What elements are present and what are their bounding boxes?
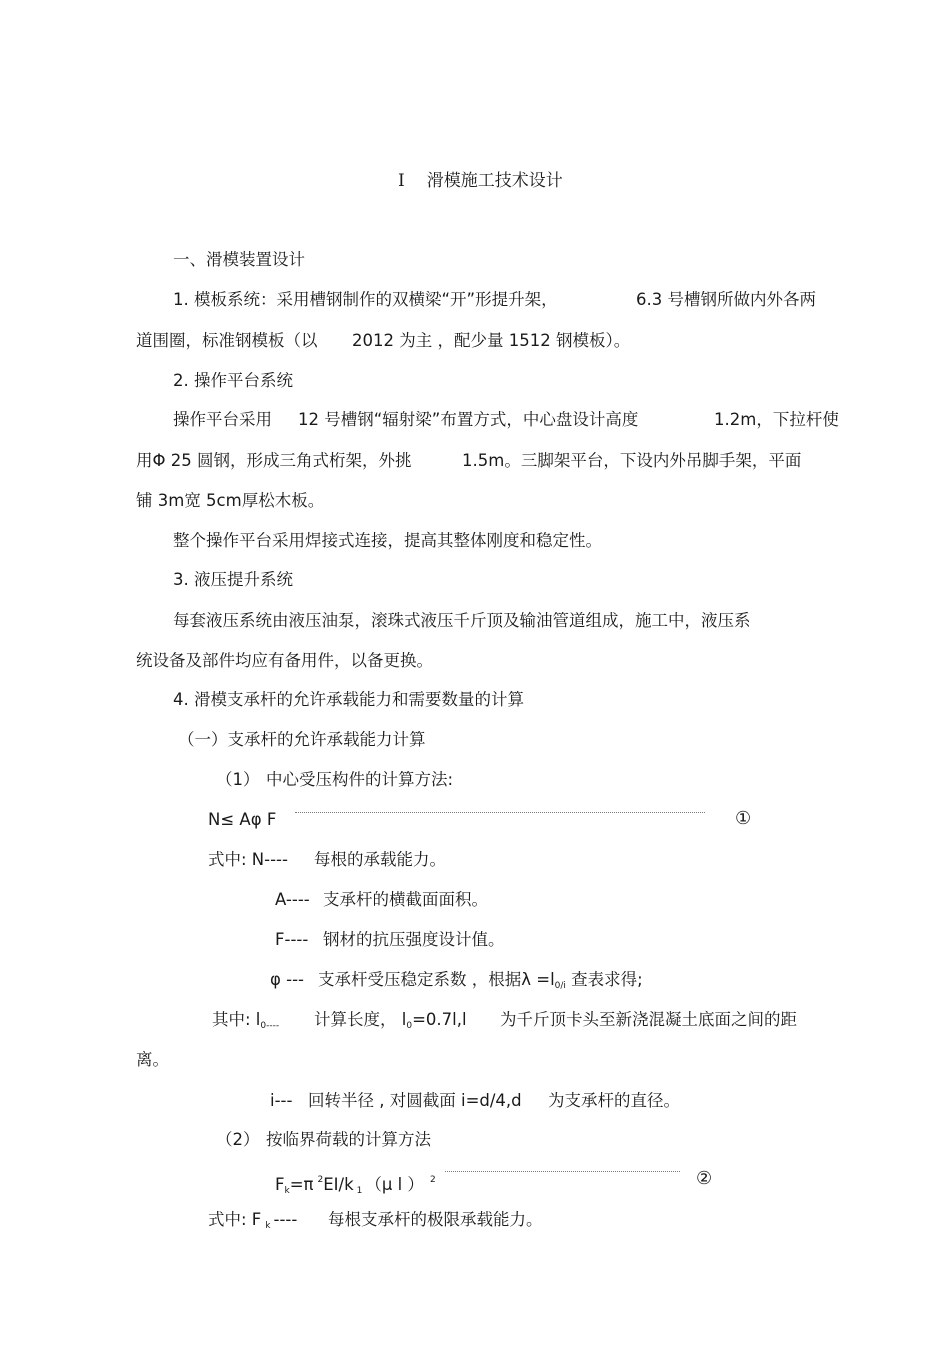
method-2-label: （2） [216,1130,260,1149]
where-5-label [212,1009,279,1037]
where-5-desc [314,1009,467,1037]
formula-2-sub-2: 1 [356,1186,363,1196]
formula-2-ei: EI/k [323,1175,354,1194]
where-5-tail: 为千斤顶卡头至新浇混凝土底面之间的距 [500,1010,797,1029]
where-1-symbol: 式中: N---- [208,850,288,869]
where-5-text: 计算长度， l [314,1010,407,1029]
formula-2-sup-2: 2 [429,1175,436,1185]
subheading-1: （一）支承杆的允许承载能力计算 [178,730,426,749]
where-4-subscript: 0/i [554,981,566,991]
paragraph-4b: 1.5m。三脚架平台，下设内外吊脚手架，平面 [462,451,802,470]
where-4-symbol: φ --- [270,970,304,989]
where-3-desc: 钢材的抗压强度设计值。 [323,930,505,949]
where-7-subscript: k [265,1221,271,1231]
where-6-tail: 为支承杆的直径。 [548,1091,680,1110]
where-6-symbol: i--- [270,1091,293,1110]
where-3-symbol: F---- [275,930,309,949]
formula-1: N≤ Aφ F [208,810,277,829]
where-7-symbol [208,1209,297,1237]
formula-1-leader [295,812,705,813]
formula-2-f: F [275,1175,285,1194]
method-2-text: 按临界荷载的计算方法 [266,1130,431,1149]
formula-2-sup: 2 [317,1175,324,1185]
formula-2-number: ② [696,1168,713,1189]
where-5-subscript: 0---- [260,1021,280,1031]
formula-2-leader [445,1171,680,1172]
formula-2-mu: （μ l ） [365,1175,424,1194]
paragraph-3c: 1.2m，下拉杆使 [714,410,839,429]
method-1-label: （1） [216,770,260,789]
where-2-symbol: A---- [275,890,310,909]
paragraph-2b: 2012 为主 ，配少量 1512 钢模板）。 [352,331,631,350]
where-5-symbol: 其中: l [212,1010,261,1029]
paragraph-8: 统设备及部件均应有备用件，以备更换。 [136,651,433,670]
paragraph-1b: 6.3 号槽钢所做内外各两 [636,290,816,309]
paragraph-3b: 12 号槽钢“辐射梁”布置方式，中心盘设计高度 [298,410,639,429]
formula-1-number: ① [735,808,752,829]
where-2-desc: 支承杆的横截面面积。 [323,890,488,909]
formula-2-pi: =π [289,1175,314,1194]
title-text: 滑模施工技术设计 [426,171,563,191]
paragraph-5: 铺 3m宽 5cm厚松木板。 [136,491,325,510]
where-5-continued: 离。 [136,1050,169,1069]
where-6-desc: 回转半径 , 对圆截面 i=d/4,d [308,1091,522,1110]
where-1-desc: 每根的承载能力。 [314,850,446,869]
paragraph-1a: 1. 模板系统：采用槽钢制作的双横梁“开”形提升架， [173,290,558,309]
where-7-dash: ---- [273,1210,298,1229]
where-4-desc [318,969,643,997]
paragraph-2a: 道围圈，标准钢模板（以 [136,331,318,350]
where-5-subscript-2: 0 [406,1021,413,1031]
paragraph-7: 每套液压系统由液压油泵，滚珠式液压千斤顶及输油管道组成，施工中，液压系 [173,611,751,630]
where-7-f: 式中: F [208,1210,262,1229]
heading-2: 2. 操作平台系统 [173,371,293,390]
paragraph-4a: 用Φ 25 圆钢，形成三角式桁架，外挑 [136,451,412,470]
heading-4: 4. 滑模支承杆的允许承载能力和需要数量的计算 [173,690,524,709]
method-1-text: 中心受压构件的计算方法: [266,770,454,789]
where-7-desc: 每根支承杆的极限承载能力。 [328,1210,543,1229]
where-5-formula: =0.7l,l [412,1010,467,1029]
title-roman: Ⅰ [398,171,405,191]
paragraph-3a: 操作平台采用 [173,410,272,429]
paragraph-6: 整个操作平台采用焊接式连接，提高其整体刚度和稳定性。 [173,531,602,550]
formula-2-sub: k [284,1186,290,1196]
page-title [398,170,563,192]
formula-2 [275,1169,436,1202]
heading-3: 3. 液压提升系统 [173,570,293,589]
where-4-tail: 查表求得; [565,970,643,989]
section-heading: 一、滑模装置设计 [173,250,305,269]
where-4-text: 支承杆受压稳定系数 ，根据λ =l [318,970,555,989]
